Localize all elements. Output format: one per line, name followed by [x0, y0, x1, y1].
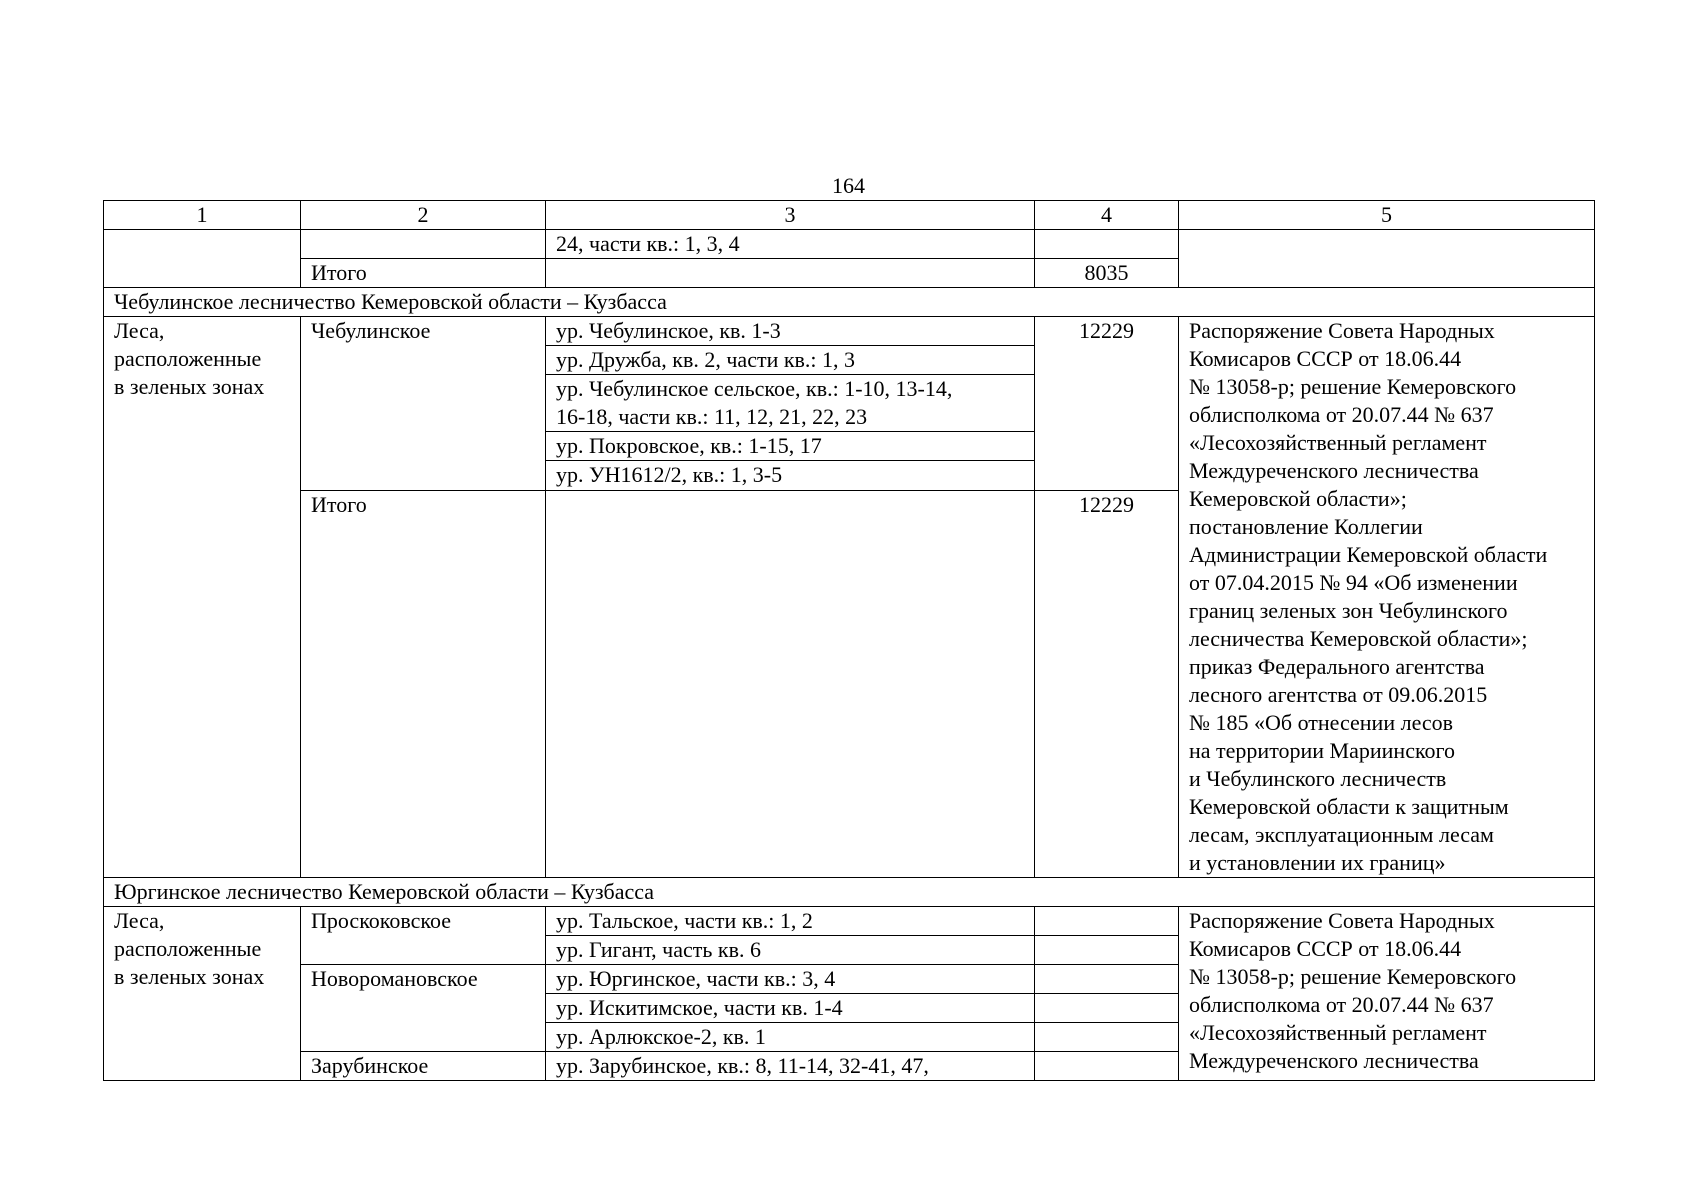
legal-basis-line: границ зеленых зон Чебулинского	[1189, 598, 1508, 623]
column-header-4: 4	[1035, 201, 1179, 230]
tract-cell: ур. Искитимское, части кв. 1-4	[546, 994, 1035, 1023]
legal-basis-line: облисполкома от 20.07.44 № 637	[1189, 402, 1494, 427]
legal-basis-line: Распоряжение Совета Народных	[1189, 908, 1495, 933]
empty-cell	[546, 490, 1035, 877]
legal-basis-line: от 07.04.2015 № 94 «Об изменении	[1189, 570, 1518, 595]
total-value: 8035	[1035, 259, 1179, 288]
legal-basis-line: на территории Мариинского	[1189, 738, 1456, 763]
table-row	[104, 230, 1595, 259]
area-cell	[1035, 907, 1179, 936]
column-header-5: 5	[1179, 201, 1595, 230]
empty-cell	[546, 259, 1035, 288]
column-header-1: 1	[104, 201, 301, 230]
area-cell	[1035, 1023, 1179, 1052]
legal-basis-line: Кемеровской области к защитным	[1189, 794, 1509, 819]
area-cell	[1035, 1052, 1179, 1081]
category-cell	[104, 317, 301, 878]
empty-cell	[1179, 230, 1595, 288]
tract-cell: ур. УН1612/2, кв.: 1, 3-5	[546, 461, 1035, 490]
section-title: Чебулинское лесничество Кемеровской области – Кузбасса	[104, 288, 1595, 317]
legal-basis-line: лесам, эксплуатационным лесам	[1189, 822, 1494, 847]
district-forestry-cell: Чебулинское	[301, 317, 546, 491]
district-forestry-cell: Проскоковское	[301, 907, 546, 965]
category-line: в зеленых зонах	[114, 964, 265, 989]
empty-cell	[1035, 230, 1179, 259]
district-forestry-cell: Новоромановское	[301, 965, 546, 1052]
category-line: Леса,	[114, 318, 165, 343]
legal-basis-line: постановление Коллегии	[1189, 514, 1423, 539]
legal-basis-line: и Чебулинского лесничеств	[1189, 766, 1447, 791]
legal-basis-line: Междуреченского лесничества	[1189, 1048, 1479, 1073]
tract-cell: ур. Юргинское, части кв.: 3, 4	[546, 965, 1035, 994]
area-cell: 12229	[1035, 317, 1179, 491]
category-line: в зеленых зонах	[114, 374, 265, 399]
column-header-2: 2	[301, 201, 546, 230]
tract-cell: ур. Покровское, кв.: 1-15, 17	[546, 432, 1035, 461]
forest-register-table	[103, 200, 1595, 1081]
legal-basis-line: «Лесохозяйственный регламент	[1189, 430, 1487, 455]
tract-cell: ур. Тальское, части кв.: 1, 2	[546, 907, 1035, 936]
legal-basis-line: приказ Федерального агентства	[1189, 654, 1485, 679]
empty-cell	[301, 230, 546, 259]
section-heading-row	[104, 288, 1595, 317]
column-header-3: 3	[546, 201, 1035, 230]
table-row	[104, 317, 1595, 346]
legal-basis-line: лесничества Кемеровской области»;	[1189, 626, 1528, 651]
table-row	[104, 907, 1595, 936]
category-cell	[104, 907, 301, 1081]
tract-line: 16-18, части кв.: 11, 12, 21, 22, 23	[556, 404, 868, 430]
legal-basis-line: Администрации Кемеровской области	[1189, 542, 1548, 567]
legal-basis-line: Комисаров СССР от 18.06.44	[1189, 346, 1462, 371]
tract-cell: ур. Арлюкское-2, кв. 1	[546, 1023, 1035, 1052]
area-cell	[1035, 965, 1179, 994]
category-line: расположенные	[114, 346, 262, 371]
tract-cell: ур. Дружба, кв. 2, части кв.: 1, 3	[546, 346, 1035, 375]
page-number: 164	[832, 173, 865, 198]
tract-cell	[546, 375, 1035, 432]
legal-basis-line: и установлении их границ»	[1189, 850, 1446, 875]
district-forestry-cell: Зарубинское	[301, 1052, 546, 1081]
legal-basis-cell	[1179, 317, 1595, 878]
tract-cell: ур. Чебулинское, кв. 1-3	[546, 317, 1035, 346]
legal-basis-line: Междуреченского лесничества	[1189, 458, 1479, 483]
column-number-row	[104, 201, 1595, 230]
category-line: Леса,	[114, 908, 165, 933]
total-label: Итого	[301, 490, 546, 877]
total-value: 12229	[1035, 490, 1179, 877]
tract-cell: ур. Зарубинское, кв.: 8, 11-14, 32-41, 47,	[546, 1052, 1035, 1081]
legal-basis-line: лесного агентства от 09.06.2015	[1189, 682, 1488, 707]
total-label: Итого	[301, 259, 546, 288]
tract-cell: 24, части кв.: 1, 3, 4	[546, 230, 1035, 259]
area-cell	[1035, 994, 1179, 1023]
category-line: расположенные	[114, 936, 262, 961]
legal-basis-line: Кемеровской области»;	[1189, 486, 1407, 511]
section-title: Юргинское лесничество Кемеровской области – Кузбасса	[104, 878, 1595, 907]
legal-basis-line: № 13058-р; решение Кемеровского	[1189, 374, 1517, 399]
tract-cell: ур. Гигант, часть кв. 6	[546, 936, 1035, 965]
legal-basis-line: «Лесохозяйственный регламент	[1189, 1020, 1487, 1045]
legal-basis-line: Комисаров СССР от 18.06.44	[1189, 936, 1462, 961]
legal-basis-cell	[1179, 907, 1595, 1081]
empty-cell	[104, 230, 301, 288]
section-heading-row	[104, 878, 1595, 907]
legal-basis-line: Распоряжение Совета Народных	[1189, 318, 1495, 343]
legal-basis-line: № 185 «Об отнесении лесов	[1189, 710, 1454, 735]
tract-line: ур. Чебулинское сельское, кв.: 1-10, 13-14,	[556, 376, 953, 402]
legal-basis-line: № 13058-р; решение Кемеровского	[1189, 964, 1517, 989]
area-cell	[1035, 936, 1179, 965]
legal-basis-line: облисполкома от 20.07.44 № 637	[1189, 992, 1494, 1017]
